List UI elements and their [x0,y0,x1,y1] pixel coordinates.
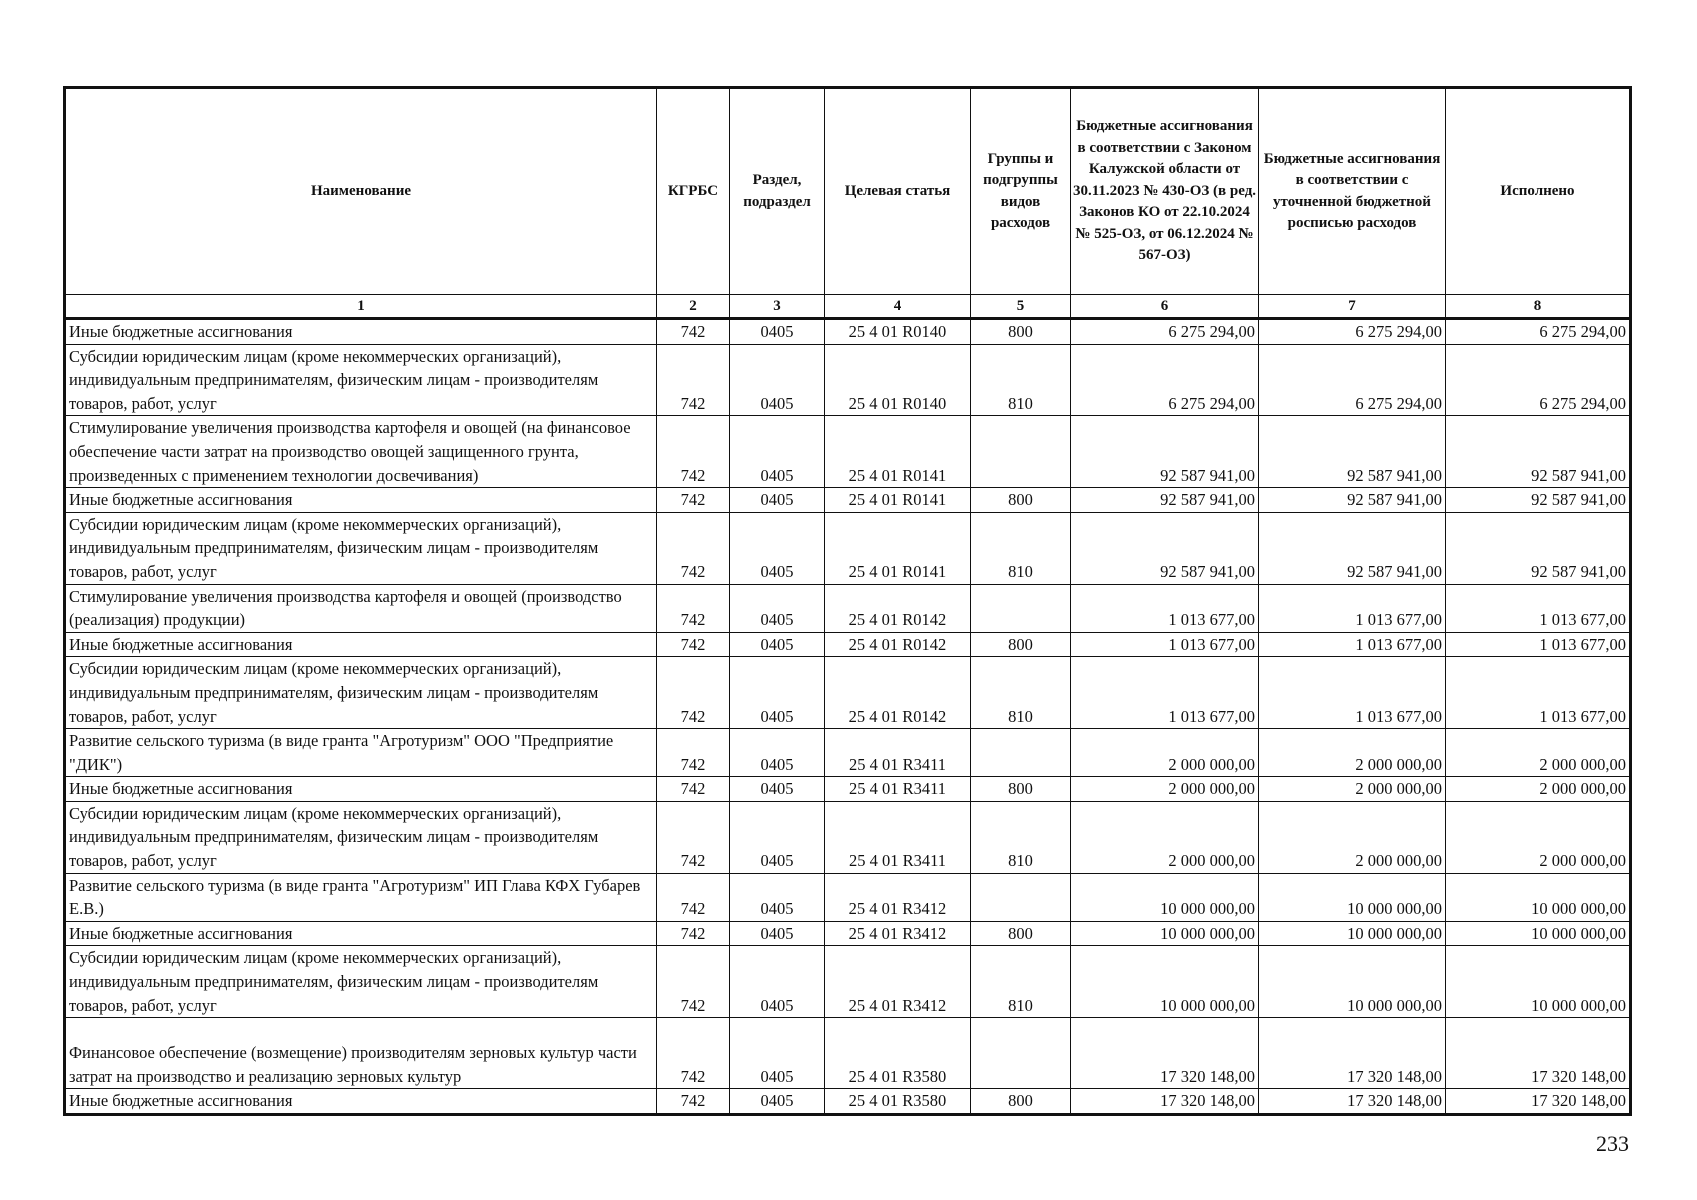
row-group: 800 [971,488,1071,513]
row-section: 0405 [730,921,825,946]
row-law-amount: 2 000 000,00 [1071,777,1259,802]
row-executed-amount: 2 000 000,00 [1446,777,1631,802]
row-group: 800 [971,777,1071,802]
row-law-amount: 10 000 000,00 [1071,873,1259,921]
row-section: 0405 [730,344,825,416]
row-name: Развитие сельского туризма (в виде гранта "Агротуризм" ИП Глава КФХ Губарев Е.В.) [65,873,657,921]
row-target: 25 4 01 R0140 [825,319,971,345]
row-law-amount: 1 013 677,00 [1071,584,1259,632]
column-number: 6 [1071,295,1259,319]
row-name: Субсидии юридическим лицам (кроме некоммерческих организаций), индивидуальным предпринимателям, физическим лицам - производителям товаров, работ, услуг [65,657,657,729]
row-group: 810 [971,801,1071,873]
header-row [65,88,1631,295]
row-executed-amount: 2 000 000,00 [1446,729,1631,777]
row-target: 25 4 01 R3411 [825,729,971,777]
row-target: 25 4 01 R0142 [825,584,971,632]
row-section: 0405 [730,1089,825,1115]
row-name: Субсидии юридическим лицам (кроме некоммерческих организаций), индивидуальным предпринимателям, физическим лицам - производителям товаров, работ, услуг [65,344,657,416]
row-name: Развитие сельского туризма (в виде гранта "Агротуризм" ООО "Предприятие "ДИК") [65,729,657,777]
row-target: 25 4 01 R0142 [825,657,971,729]
row-kgrbs: 742 [657,488,730,513]
row-kgrbs: 742 [657,344,730,416]
row-target: 25 4 01 R0141 [825,512,971,584]
row-group: 810 [971,657,1071,729]
header-executed: Исполнено [1446,88,1631,295]
table-row [65,801,1631,873]
row-group [971,416,1071,488]
row-executed-amount: 17 320 148,00 [1446,1089,1631,1115]
table-row [65,729,1631,777]
row-section: 0405 [730,584,825,632]
row-executed-amount: 10 000 000,00 [1446,946,1631,1018]
row-target: 25 4 01 R3580 [825,1089,971,1115]
row-refined-amount: 10 000 000,00 [1259,921,1446,946]
row-law-amount: 10 000 000,00 [1071,946,1259,1018]
row-refined-amount: 92 587 941,00 [1259,512,1446,584]
row-law-amount: 92 587 941,00 [1071,416,1259,488]
header-law-appropriations: Бюджетные ассигнования в соответствии с Законом Калужской области от 30.11.2023 № 430-ОЗ (в ред. Законов КО от 22.10.2024 № 525-ОЗ, от 06.12.2024 № 567-ОЗ) [1071,88,1259,295]
row-group: 810 [971,344,1071,416]
table-row [65,921,1631,946]
table-row [65,488,1631,513]
row-group: 800 [971,1089,1071,1115]
row-section: 0405 [730,873,825,921]
row-law-amount: 17 320 148,00 [1071,1018,1259,1089]
row-group [971,873,1071,921]
row-kgrbs: 742 [657,777,730,802]
row-kgrbs: 742 [657,729,730,777]
table-row [65,1018,1631,1089]
row-refined-amount: 92 587 941,00 [1259,488,1446,513]
column-number: 5 [971,295,1071,319]
column-number: 2 [657,295,730,319]
row-section: 0405 [730,488,825,513]
row-section: 0405 [730,729,825,777]
row-target: 25 4 01 R3580 [825,1018,971,1089]
row-executed-amount: 1 013 677,00 [1446,584,1631,632]
row-section: 0405 [730,319,825,345]
header-section: Раздел, подраздел [730,88,825,295]
row-executed-amount: 6 275 294,00 [1446,319,1631,345]
row-refined-amount: 6 275 294,00 [1259,344,1446,416]
row-group [971,1018,1071,1089]
row-law-amount: 17 320 148,00 [1071,1089,1259,1115]
row-executed-amount: 17 320 148,00 [1446,1018,1631,1089]
row-executed-amount: 92 587 941,00 [1446,488,1631,513]
row-name: Иные бюджетные ассигнования [65,1089,657,1115]
row-section: 0405 [730,416,825,488]
row-refined-amount: 1 013 677,00 [1259,584,1446,632]
header-kgrbs: КГРБС [657,88,730,295]
row-law-amount: 6 275 294,00 [1071,344,1259,416]
row-kgrbs: 742 [657,946,730,1018]
table-row [65,777,1631,802]
row-target: 25 4 01 R0142 [825,632,971,657]
row-target: 25 4 01 R3411 [825,801,971,873]
row-name: Иные бюджетные ассигнования [65,319,657,345]
column-number-row [65,295,1631,319]
row-refined-amount: 2 000 000,00 [1259,777,1446,802]
row-refined-amount: 17 320 148,00 [1259,1089,1446,1115]
header-refined-appropriations: Бюджетные ассигнования в соответствии с уточненной бюджетной росписью расходов [1259,88,1446,295]
row-kgrbs: 742 [657,657,730,729]
row-section: 0405 [730,1018,825,1089]
row-kgrbs: 742 [657,801,730,873]
header-name: Наименование [65,88,657,295]
row-kgrbs: 742 [657,1018,730,1089]
table-row [65,1089,1631,1115]
row-refined-amount: 6 275 294,00 [1259,319,1446,345]
row-group: 810 [971,946,1071,1018]
table-row [65,657,1631,729]
table-row [65,512,1631,584]
row-section: 0405 [730,632,825,657]
row-law-amount: 2 000 000,00 [1071,801,1259,873]
row-section: 0405 [730,801,825,873]
row-law-amount: 1 013 677,00 [1071,632,1259,657]
row-group: 810 [971,512,1071,584]
row-executed-amount: 2 000 000,00 [1446,801,1631,873]
row-refined-amount: 1 013 677,00 [1259,657,1446,729]
header-groups: Группы и подгруппы видов расходов [971,88,1071,295]
row-group [971,584,1071,632]
row-target: 25 4 01 R3412 [825,921,971,946]
column-number: 1 [65,295,657,319]
row-group [971,729,1071,777]
row-law-amount: 10 000 000,00 [1071,921,1259,946]
row-refined-amount: 10 000 000,00 [1259,873,1446,921]
row-refined-amount: 2 000 000,00 [1259,729,1446,777]
row-target: 25 4 01 R0140 [825,344,971,416]
row-section: 0405 [730,657,825,729]
row-name: Стимулирование увеличения производства картофеля и овощей (на финансовое обеспечение части затрат на производство овощей защищенного грунта, произведенных с применением технологии досвечивания) [65,416,657,488]
table-row [65,319,1631,345]
row-refined-amount: 92 587 941,00 [1259,416,1446,488]
row-name: Субсидии юридическим лицам (кроме некоммерческих организаций), индивидуальным предпринимателям, физическим лицам - производителям товаров, работ, услуг [65,946,657,1018]
row-refined-amount: 1 013 677,00 [1259,632,1446,657]
row-law-amount: 1 013 677,00 [1071,657,1259,729]
row-refined-amount: 2 000 000,00 [1259,801,1446,873]
row-target: 25 4 01 R3412 [825,873,971,921]
row-kgrbs: 742 [657,1089,730,1115]
row-law-amount: 92 587 941,00 [1071,512,1259,584]
row-section: 0405 [730,777,825,802]
column-number: 4 [825,295,971,319]
row-kgrbs: 742 [657,512,730,584]
table-row [65,632,1631,657]
table-row [65,946,1631,1018]
row-executed-amount: 10 000 000,00 [1446,921,1631,946]
table-row [65,584,1631,632]
row-kgrbs: 742 [657,319,730,345]
row-section: 0405 [730,946,825,1018]
row-executed-amount: 1 013 677,00 [1446,632,1631,657]
row-executed-amount: 92 587 941,00 [1446,512,1631,584]
row-name: Субсидии юридическим лицам (кроме некоммерческих организаций), индивидуальным предпринимателям, физическим лицам - производителям товаров, работ, услуг [65,801,657,873]
row-name: Стимулирование увеличения производства картофеля и овощей (производство (реализация) продукции) [65,584,657,632]
row-kgrbs: 742 [657,632,730,657]
header-target: Целевая статья [825,88,971,295]
table-row [65,873,1631,921]
column-number: 3 [730,295,825,319]
row-group: 800 [971,632,1071,657]
row-name: Иные бюджетные ассигнования [65,632,657,657]
row-refined-amount: 17 320 148,00 [1259,1018,1446,1089]
row-kgrbs: 742 [657,921,730,946]
row-kgrbs: 742 [657,584,730,632]
row-name: Иные бюджетные ассигнования [65,777,657,802]
row-section: 0405 [730,512,825,584]
table-row [65,416,1631,488]
row-executed-amount: 1 013 677,00 [1446,657,1631,729]
row-name: Субсидии юридическим лицам (кроме некоммерческих организаций), индивидуальным предпринимателям, физическим лицам - производителям товаров, работ, услуг [65,512,657,584]
row-executed-amount: 6 275 294,00 [1446,344,1631,416]
row-refined-amount: 10 000 000,00 [1259,946,1446,1018]
row-name: Иные бюджетные ассигнования [65,488,657,513]
row-name: Иные бюджетные ассигнования [65,921,657,946]
row-group: 800 [971,319,1071,345]
column-number: 8 [1446,295,1631,319]
table-row [65,344,1631,416]
row-executed-amount: 10 000 000,00 [1446,873,1631,921]
row-name: Финансовое обеспечение (возмещение) производителям зерновых культур части затрат на производство и реализацию зерновых культур [65,1018,657,1089]
row-target: 25 4 01 R0141 [825,416,971,488]
page-number: 233 [1596,1131,1629,1156]
budget-table [63,86,1632,1116]
row-target: 25 4 01 R3412 [825,946,971,1018]
row-target: 25 4 01 R3411 [825,777,971,802]
row-kgrbs: 742 [657,416,730,488]
row-group: 800 [971,921,1071,946]
row-law-amount: 92 587 941,00 [1071,488,1259,513]
column-number: 7 [1259,295,1446,319]
row-law-amount: 2 000 000,00 [1071,729,1259,777]
row-kgrbs: 742 [657,873,730,921]
row-target: 25 4 01 R0141 [825,488,971,513]
row-law-amount: 6 275 294,00 [1071,319,1259,345]
row-executed-amount: 92 587 941,00 [1446,416,1631,488]
